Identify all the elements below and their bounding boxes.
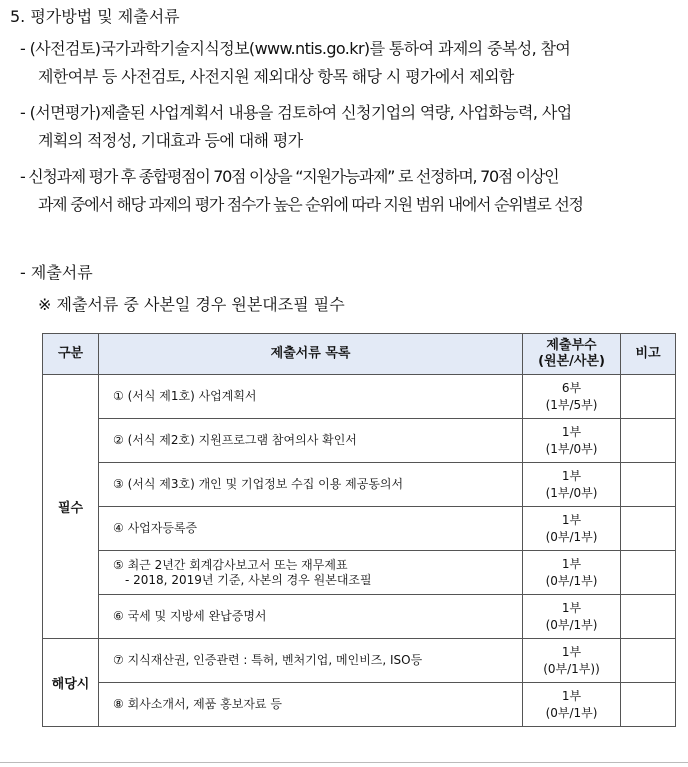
copies-cell [523,463,621,507]
table-row [43,683,676,727]
document-item: ② (서식 제2호) 지원프로그램 참여의사 확인서 [99,419,523,463]
copies-split: (1부/0부) [545,441,598,456]
bullet-prescreen-line2: 제한여부 등 사전검토, 사전지원 제외대상 항목 해당 시 평가에서 제외함 [38,67,514,86]
copies-split: (0부/1부)) [543,661,600,676]
copies-count: 1부 [561,424,582,439]
bullet-written-eval-line2: 계획의 적정성, 기대효과 등에 대해 평가 [38,131,303,150]
copies-cell [523,507,621,551]
section-heading: 5. 평가방법 및 제출서류 [10,7,180,26]
document-item-title: ⑤ 최근 2년간 회계감사보고서 또는 재무제표 [113,557,348,572]
copies-count: 1부 [561,600,582,615]
remarks-cell [621,683,676,727]
copies-split: (0부/1부) [545,529,598,544]
table-row [43,375,676,419]
header-copies-line1: 제출부수 [546,338,597,353]
table-header-row [43,334,676,375]
table-row [43,463,676,507]
document-item-subnote: - 2018, 2019년 기준, 사본의 경우 원본대조필 [125,572,372,587]
remarks-cell [621,639,676,683]
page-bottom-divider [0,762,688,763]
document-item: ④ 사업자등록증 [99,507,523,551]
table-row [43,507,676,551]
header-remarks: 비고 [621,334,676,375]
header-document-list: 제출서류 목록 [99,334,523,375]
docs-note: ※ 제출서류 중 사본일 경우 원본대조필 필수 [38,295,345,314]
bullet-selection-line1: - 신청과제 평가 후 종합평점이 70점 이상을 “지원가능과제” 로 선정하며, 70점 이상인 [20,167,559,186]
remarks-cell [621,595,676,639]
copies-count: 1부 [561,644,582,659]
copies-count: 1부 [561,556,582,571]
copies-count: 1부 [561,688,582,703]
document-item: ① (서식 제1호) 사업계획서 [99,375,523,419]
document-item: ⑧ 회사소개서, 제품 홍보자료 등 [99,683,523,727]
document-item: ⑦ 지식재산권, 인증관련 : 특허, 벤처기업, 메인비즈, ISO등 [99,639,523,683]
copies-count: 1부 [561,512,582,527]
table-row [43,595,676,639]
remarks-cell [621,463,676,507]
copies-count: 6부 [561,380,582,395]
remarks-cell [621,419,676,463]
bullet-selection-line2: 과제 중에서 해당 과제의 평가 점수가 높은 순위에 따라 지원 범위 내에서 순위별로 선정 [38,195,583,214]
remarks-cell [621,375,676,419]
copies-split: (1부/0부) [545,485,598,500]
copies-cell [523,595,621,639]
copies-cell [523,419,621,463]
bullet-prescreen-line1: - (사전검토)국가과학기술지식정보(www.ntis.go.kr)를 통하여 과제의 중복성, 참여 [20,39,571,58]
header-category: 구분 [43,334,99,375]
group-required: 필수 [43,375,99,639]
document-item: ⑥ 국세 및 지방세 완납증명서 [99,595,523,639]
copies-split: (0부/1부) [545,573,598,588]
copies-split: (0부/1부) [545,705,598,720]
table-row [43,419,676,463]
group-if-applicable: 해당시 [43,639,99,727]
copies-cell [523,683,621,727]
document-item: ③ (서식 제3호) 개인 및 기업정보 수집 이용 제공동의서 [99,463,523,507]
copies-cell [523,375,621,419]
document-item [99,551,523,595]
header-copies [523,334,621,375]
header-copies-line2: (원본/사본) [538,354,605,369]
copies-cell [523,639,621,683]
remarks-cell [621,507,676,551]
remarks-cell [621,551,676,595]
docs-heading: - 제출서류 [20,263,93,282]
table-row [43,551,676,595]
required-documents-table [42,333,676,727]
copies-split: (1부/5부) [545,397,598,412]
copies-cell [523,551,621,595]
copies-count: 1부 [561,468,582,483]
bullet-written-eval-line1: - (서면평가)제출된 사업계획서 내용을 검토하여 신청기업의 역량, 사업화능력, 사업 [20,103,572,122]
table-row [43,639,676,683]
copies-split: (0부/1부) [545,617,598,632]
